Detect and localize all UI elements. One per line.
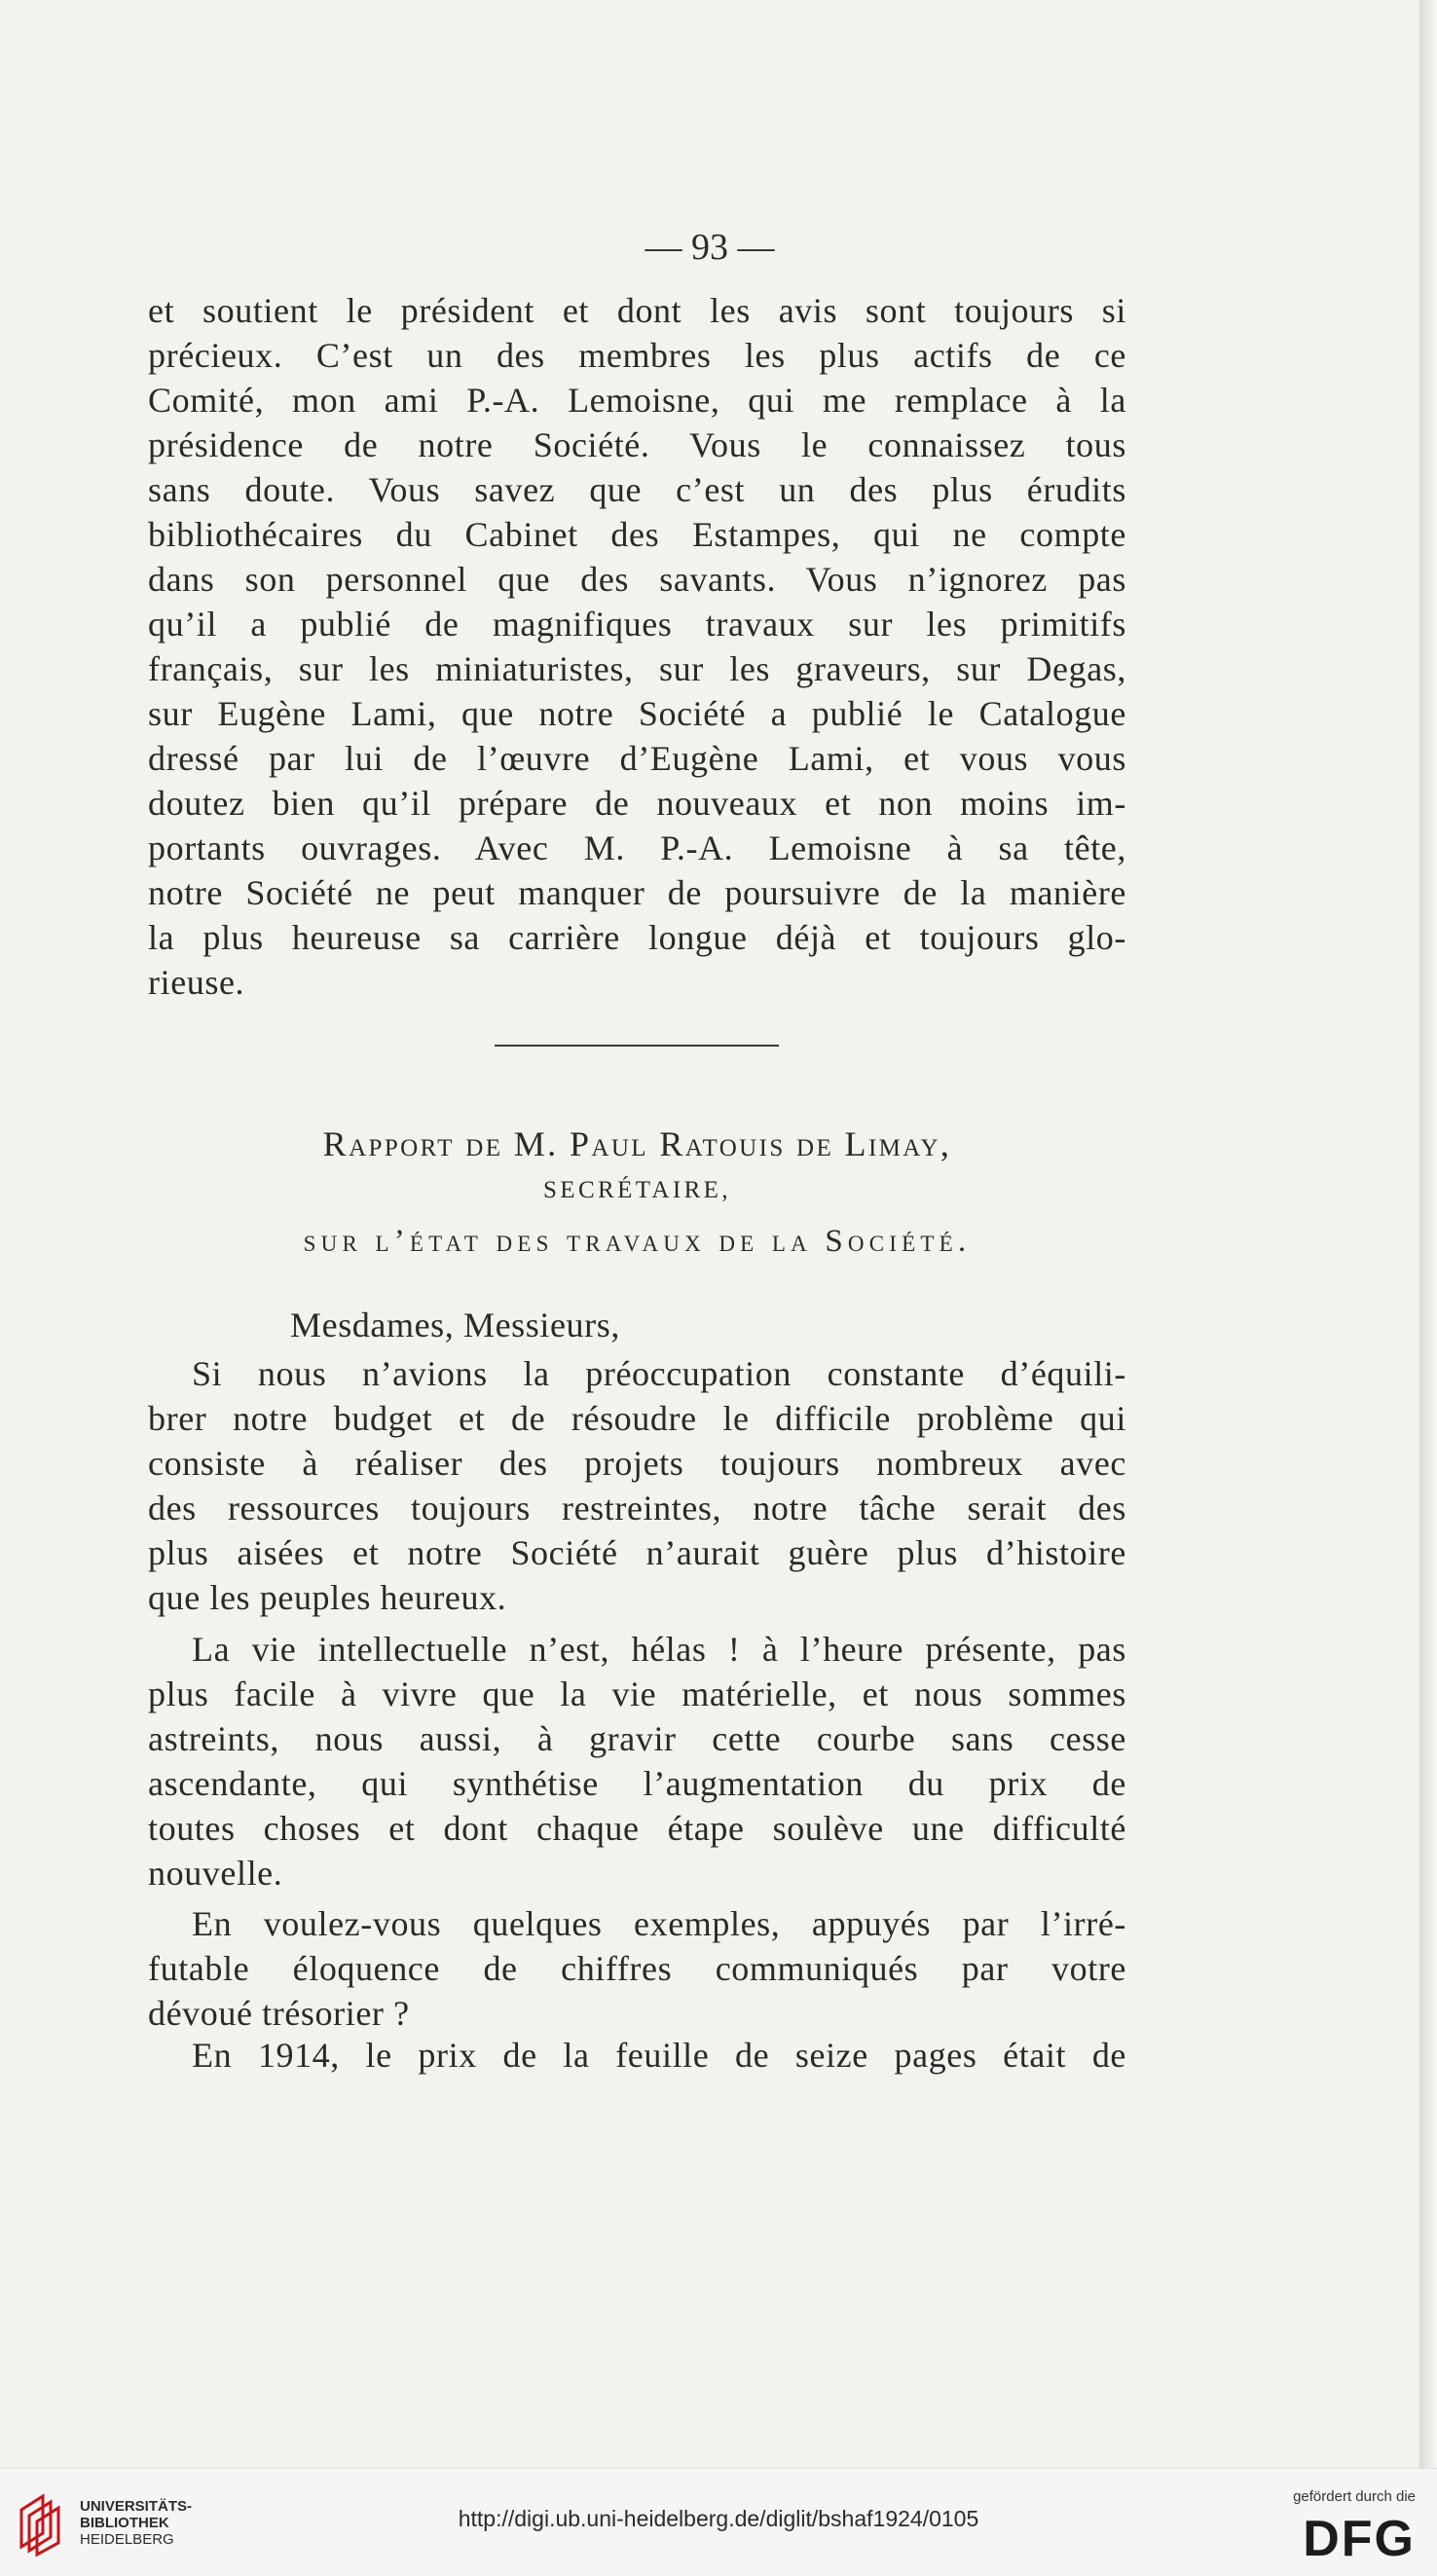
institution-line: HEIDELBERG xyxy=(80,2531,174,2548)
text-line: des ressources toujours restreintes, notre tâche serait des xyxy=(148,1489,1126,1527)
document-url-link[interactable]: http://digi.ub.uni-heidelberg.de/diglit/bshaf1924/0105 xyxy=(458,2506,979,2531)
text-line: et soutient le président et dont les avis sont toujours si xyxy=(148,291,1126,330)
text-line: nouvelle. xyxy=(148,1854,283,1893)
text-line: dévoué trésorier ? xyxy=(148,1994,410,2033)
text-line: présidence de notre Société. Vous le connaissez tous xyxy=(148,425,1126,464)
text-line: ascendante, qui synthétise l’augmentation du prix de xyxy=(148,1764,1126,1803)
text-line: la plus heureuse sa carrière longue déjà et toujours glo- xyxy=(148,918,1126,957)
text-line: précieux. C’est un des membres les plus actifs de ce xyxy=(148,336,1126,375)
text-line: notre Société ne peut manquer de poursuivre de la manière xyxy=(148,873,1126,912)
funded-by-label: gefördert durch die xyxy=(1293,2488,1416,2505)
text-line: doutez bien qu’il prépare de nouveaux et non moins im- xyxy=(148,784,1126,823)
institution-line: UNIVERSITÄTS- xyxy=(80,2498,193,2515)
text-line: Si nous n’avions la préoccupation constante d’équili- xyxy=(192,1354,1126,1393)
text-line: consiste à réaliser des projets toujours nombreux avec xyxy=(148,1444,1126,1483)
page-number: — 93 — xyxy=(645,227,775,268)
page-edge-shadow xyxy=(1419,0,1437,2468)
text-line: brer notre budget et de résoudre le difficile problème qui xyxy=(148,1399,1126,1438)
text-line: Comité, mon ami P.-A. Lemoisne, qui me remplace à la xyxy=(148,381,1126,420)
text-line: En 1914, le prix de la feuille de seize pages était de xyxy=(192,2036,1126,2075)
text-line: portants ouvrages. Avec M. P.-A. Lemoisne à sa tête, xyxy=(148,828,1126,867)
text-line: dans son personnel que des savants. Vous n’ignorez pas xyxy=(148,560,1126,599)
text-line: bibliothécaires du Cabinet des Estampes, qui ne compte xyxy=(148,515,1126,554)
paragraph-3 xyxy=(148,1627,1126,1895)
text-line: astreints, nous aussi, à gravir cette courbe sans cesse xyxy=(148,1719,1126,1758)
section-divider xyxy=(495,1045,779,1047)
paragraph-2 xyxy=(148,1351,1126,1620)
paragraph-4 xyxy=(148,1901,1126,2036)
text-line: que les peuples heureux. xyxy=(148,1578,507,1617)
institution-line: BIBLIOTHEK xyxy=(80,2515,169,2531)
text-line: qu’il a publié de magnifiques travaux sur les primitifs xyxy=(148,605,1126,644)
text-line: plus facile à vivre que la vie matérielle, et nous sommes xyxy=(148,1674,1126,1713)
dfg-logo: DFG xyxy=(1303,2511,1416,2567)
text-line: rieuse. xyxy=(148,963,245,1002)
report-heading-title: Rapport de M. Paul Ratouis de Limay, xyxy=(322,1124,952,1163)
text-line: En voulez-vous quelques exemples, appuyés par l’irré- xyxy=(192,1904,1126,1943)
report-heading-subject: sur l’état des travaux de la Société. xyxy=(303,1224,972,1259)
text-line: La vie intellectuelle n’est, hélas ! à l’heure présente, pas xyxy=(192,1630,1126,1669)
report-heading-role: SECRÉTAIRE, xyxy=(542,1177,732,1203)
text-line: dressé par lui de l’œuvre d’Eugène Lami, et vous vous xyxy=(148,739,1126,778)
paragraph-5 xyxy=(148,2033,1126,2078)
paragraph-1 xyxy=(148,288,1126,1005)
salutation: Mesdames, Messieurs, xyxy=(290,1306,620,1344)
footer-bar xyxy=(0,2468,1437,2576)
text-line: sans doute. Vous savez que c’est un des plus érudits xyxy=(148,470,1126,509)
text-line: toutes choses et dont chaque étape soulève une difficulté xyxy=(148,1809,1126,1848)
text-line: plus aisées et notre Société n’aurait guère plus d’histoire xyxy=(148,1533,1126,1572)
text-line: sur Eugène Lami, que notre Société a publié le Catalogue xyxy=(148,694,1126,733)
text-line: futable éloquence de chiffres communiqués par votre xyxy=(148,1949,1126,1988)
text-line: français, sur les miniaturistes, sur les graveurs, sur Degas, xyxy=(148,649,1126,688)
